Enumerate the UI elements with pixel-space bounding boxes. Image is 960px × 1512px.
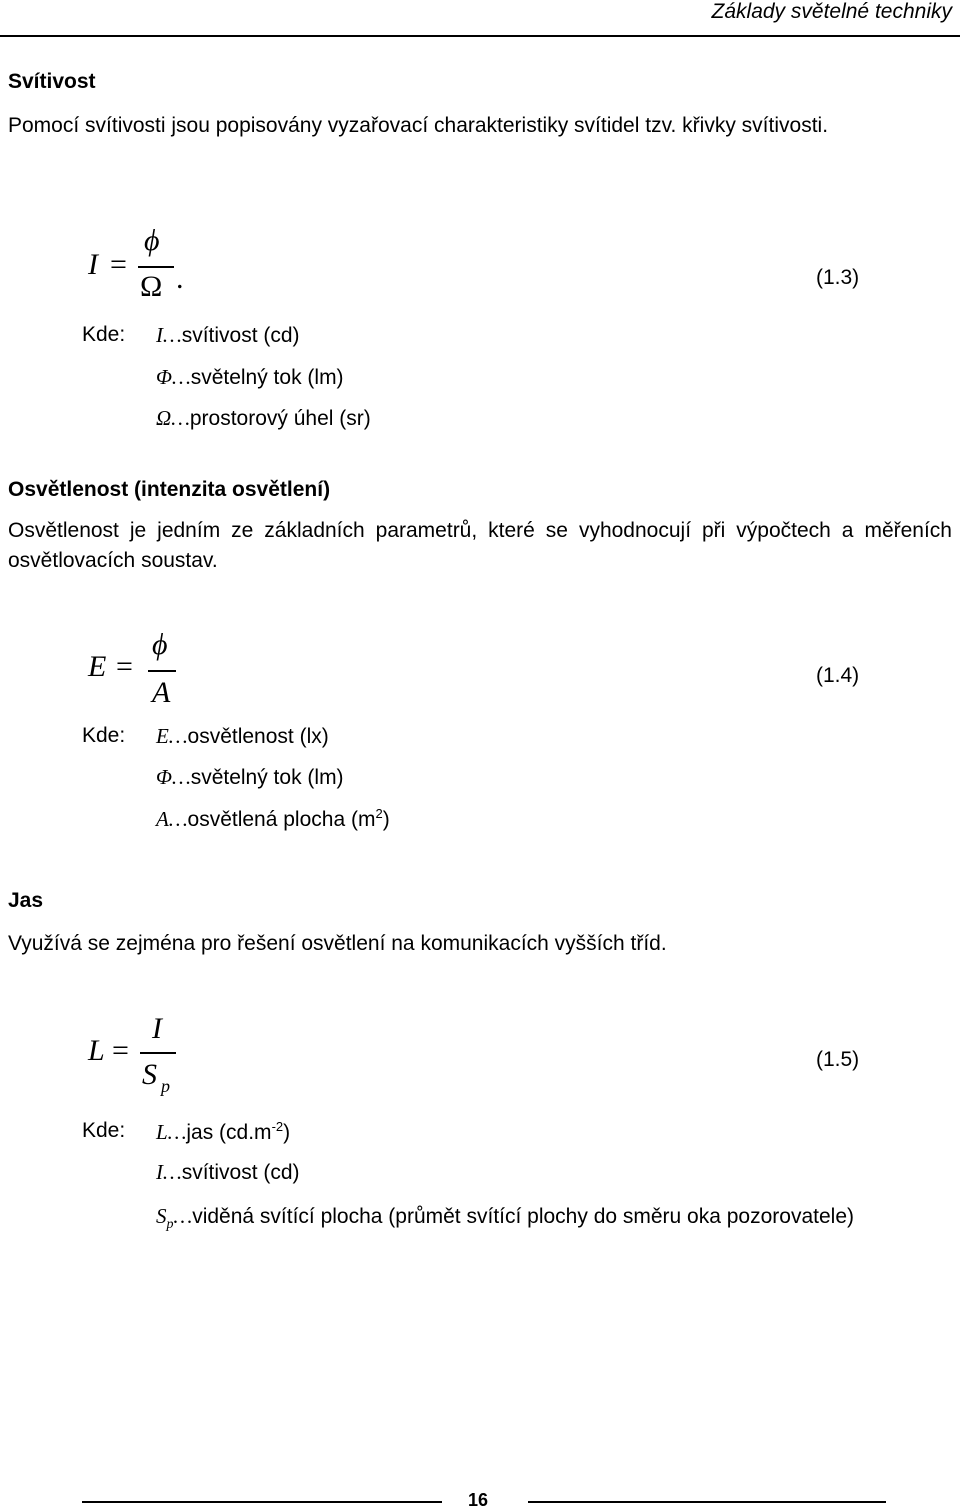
legend-row <box>156 1201 952 1240</box>
fraction-bar <box>148 670 176 672</box>
eq-lhs: I <box>88 248 98 281</box>
legend-symbol: I <box>156 323 163 347</box>
page-number: 16 <box>468 1490 489 1510</box>
eq-equals: = <box>116 650 133 683</box>
section-heading-osvetlenost: Osvětlenost (intenzita osvětlení) <box>8 478 331 501</box>
where-label: Kde: <box>82 323 126 346</box>
running-header: Základy světelné techniky <box>711 0 952 23</box>
legend-tail: ) <box>283 1121 291 1144</box>
footer-rule-right <box>528 1501 886 1503</box>
eq-equals: = <box>112 1034 129 1067</box>
legend-text: světelný tok (lm) <box>190 766 344 789</box>
where-label: Kde: <box>82 1119 126 1142</box>
legend-row <box>156 406 371 431</box>
equation-number: (1.3) <box>816 266 860 289</box>
legend-superscript: -2 <box>271 1119 284 1134</box>
legend-symbol: Φ <box>156 365 172 389</box>
legend-tail: ) <box>382 808 390 831</box>
legend-dots: … <box>172 365 191 389</box>
legend-symbol: S <box>156 1204 167 1228</box>
eq-lhs: E <box>88 650 107 683</box>
legend-text: prostorový úhel (sr) <box>189 407 371 430</box>
legend-dots: … <box>168 807 188 831</box>
eq-denominator-subscript: p <box>161 1076 170 1096</box>
legend-text: viděná svítící plocha (průmět svítící plochy do směru oka pozorovatele) <box>192 1205 854 1228</box>
legend-symbol: A <box>156 807 169 831</box>
legend-text: svítivost (cd) <box>181 324 300 347</box>
legend-symbol: Ω <box>156 406 172 430</box>
legend-dots: … <box>168 724 188 748</box>
legend-text: svítivost (cd) <box>181 1161 300 1184</box>
legend-row <box>156 806 390 832</box>
legend-row <box>156 323 300 348</box>
section-heading-svitivost: Svítivost <box>8 70 96 93</box>
eq-equals: = <box>110 248 127 281</box>
equation-number: (1.4) <box>816 664 860 687</box>
legend-text: světelný tok (lm) <box>190 366 344 389</box>
eq-numerator: I <box>152 1012 162 1045</box>
legend-dots: … <box>173 1204 193 1228</box>
header-rule <box>0 35 960 37</box>
legend-text: osvětlenost (lx) <box>187 725 329 748</box>
legend-dots: … <box>167 1120 187 1144</box>
eq-denominator: Ω <box>140 270 163 303</box>
legend-subscript: p <box>166 1217 174 1233</box>
legend-row <box>156 365 344 390</box>
fraction-bar <box>140 1052 176 1054</box>
legend-row <box>156 765 344 790</box>
legend-dots: … <box>163 1160 182 1184</box>
footer-rule-left <box>82 1501 442 1503</box>
legend-row <box>156 1160 300 1185</box>
legend-symbol: Φ <box>156 765 172 789</box>
eq-numerator: ϕ <box>144 224 160 257</box>
eq-numerator: ϕ <box>152 628 168 661</box>
legend-superscript: 2 <box>375 806 383 821</box>
legend-row <box>156 1119 290 1145</box>
paragraph-osvetlenost: Osvětlenost je jedním ze základních parametrů, které se vyhodnocují při výpočtech a měřeních osvětlovacích soustav. <box>8 519 952 572</box>
where-label: Kde: <box>82 724 126 747</box>
legend-symbol: L <box>156 1120 168 1144</box>
legend-symbol: E <box>156 724 169 748</box>
legend-dots: … <box>172 765 191 789</box>
eq-denominator: S <box>142 1058 157 1091</box>
legend-dots: … <box>171 406 190 430</box>
fraction-bar <box>138 266 174 268</box>
eq-period: . <box>176 262 184 295</box>
legend-dots: … <box>163 323 182 347</box>
legend-text: jas (cd.m <box>186 1121 272 1144</box>
legend-row <box>156 724 329 749</box>
eq-denominator: A <box>152 676 171 709</box>
legend-symbol: I <box>156 1160 163 1184</box>
eq-lhs: L <box>88 1034 105 1067</box>
paragraph-jas: Využívá se zejména pro řešení osvětlení na komunikacích vyšších tříd. <box>8 932 667 955</box>
section-heading-jas: Jas <box>8 889 44 912</box>
legend-text: osvětlená plocha (m <box>187 808 376 831</box>
equation-number: (1.5) <box>816 1048 860 1071</box>
paragraph-svitivost: Pomocí svítivosti jsou popisovány vyzařovací charakteristiky svítidel tzv. křivky svítivosti. <box>8 114 829 137</box>
